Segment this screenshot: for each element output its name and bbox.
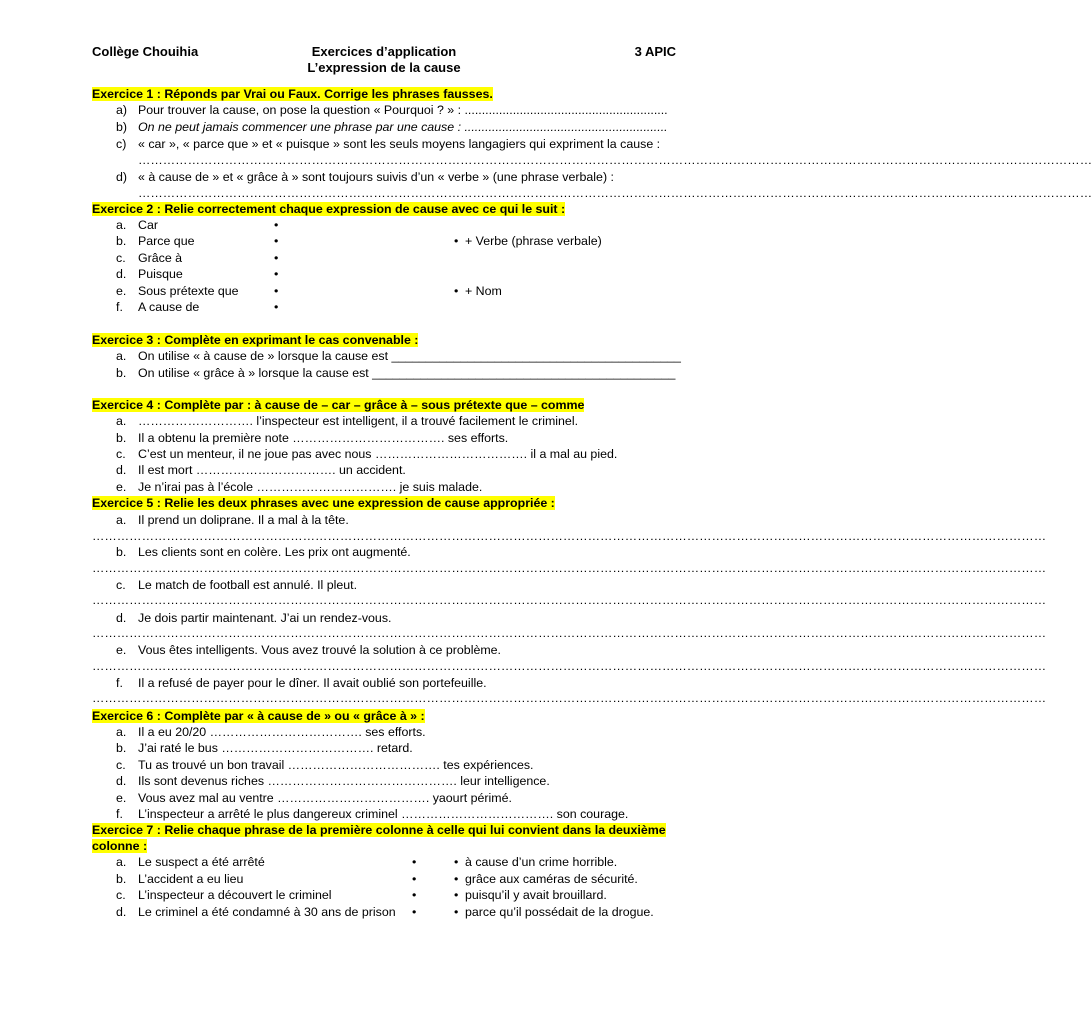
exercise-6-title: Exercice 6 : Complète par « à cause de » ou « grâce à » : — [92, 709, 425, 723]
ex1-answer-line-c[interactable]: …………………………………………………………………………………………………………………………………………………………………………………………………………… — [138, 153, 1092, 167]
ex5-answer-line[interactable]: …………………………………………………………………………………………………………………………………………………………………………………………………………… — [92, 691, 1047, 705]
ex1-item-d: d) « à cause de » et « grâce à » sont toujours suivis d’un « verbe » (une phrase verbale) : — [116, 170, 614, 184]
ex7-row-c: c. L’inspecteur a découvert le criminel • • puisqu’il y avait brouillard. — [116, 888, 607, 902]
ex5-answer-line[interactable]: …………………………………………………………………………………………………………………………………………………………………………………………………………… — [92, 561, 1047, 575]
ex5-answer-line[interactable]: …………………………………………………………………………………………………………………………………………………………………………………………………………… — [92, 529, 1047, 543]
ex7-right-bullet[interactable]: • — [454, 888, 459, 902]
school-name: Collège Chouihia — [92, 44, 199, 59]
ex5-answer-line[interactable]: …………………………………………………………………………………………………………………………………………………………………………………………………………… — [92, 659, 1047, 673]
ex2-item-d: d. Puisque • — [116, 267, 279, 281]
ex1-item-b: b) On ne peut jamais commencer une phrase par une cause : ........................................................... — [116, 120, 668, 134]
ex2-bullet[interactable]: • — [274, 234, 279, 248]
ex2-right-verbe: + Verbe (phrase verbale) — [465, 234, 602, 248]
header-title — [92, 44, 676, 76]
ex7-left-bullet[interactable]: • — [412, 905, 417, 919]
ex6-item-d: d. Ils sont devenus riches ………………………………………. leur intelligence. — [116, 774, 550, 788]
exercise-3-title: Exercice 3 : Complète en exprimant le cas convenable : — [92, 333, 419, 347]
ex2-right-bullet[interactable]: • — [454, 284, 459, 298]
header — [92, 44, 676, 78]
ex7-row-d: d. Le criminel a été condamné à 30 ans de prison • • parce qu’il possédait de la drogue. — [116, 905, 654, 919]
ex1-answer-line-d[interactable]: …………………………………………………………………………………………………………………………………………………………………………………………………………… — [138, 186, 1092, 200]
ex5-item-e: e. Vous êtes intelligents. Vous avez trouvé la solution à ce problème. — [116, 643, 501, 657]
ex4-item-c: c. C’est un menteur, il ne joue pas avec nous ………………………………. il a mal au pied. — [116, 447, 618, 461]
ex2-bullet[interactable]: • — [274, 267, 279, 281]
ex4-item-b: b. Il a obtenu la première note ………………………………. ses efforts. — [116, 431, 509, 445]
ex1-item-c: c) « car », « parce que » et « puisque » sont les seuls moyens langagiers qui expriment la cause : — [116, 137, 661, 151]
ex2-bullet[interactable]: • — [274, 284, 279, 298]
ex7-right-bullet[interactable]: • — [454, 905, 459, 919]
exercise-7-title-line-1: Exercice 7 : Relie chaque phrase de la première colonne à celle qui lui convient dans la deuxième — [92, 823, 666, 837]
exercise-5-title: Exercice 5 : Relie les deux phrases avec une expression de cause appropriée : — [92, 496, 555, 510]
ex2-item-b: b. Parce que • • + Verbe (phrase verbale) — [116, 234, 602, 248]
exercise-4-title — [92, 397, 676, 413]
ex5-item-c: c. Le match de football est annulé. Il pleut. — [116, 578, 358, 592]
ex2-right-bullet[interactable]: • — [454, 234, 459, 248]
ex2-item-e: e. Sous prétexte que • • + Nom — [116, 284, 502, 298]
ex4-item-a: a. ………………………. l’inspecteur est intelligent, il a trouvé facilement le criminel. — [116, 414, 579, 428]
ex5-item-f: f. Il a refusé de payer pour le dîner. Il avait oublié son portefeuille. — [116, 676, 487, 690]
ex3-item-b: b. On utilise « grâce à » lorsque la cause est ____________________________________________ — [116, 366, 676, 380]
ex6-item-b: b. J’ai raté le bus ………………………………. retard. — [116, 741, 413, 755]
ex6-item-a: a. Il a eu 20/20 ………………………………. ses efforts. — [116, 725, 426, 739]
ex1-item-a: a) Pour trouver la cause, on pose la question « Pourquoi ? » : ........................................................... — [116, 103, 668, 117]
ex4-item-d: d. Il est mort ……………………………. un accident. — [116, 463, 406, 477]
title-line-1: Exercices d’application — [311, 44, 457, 59]
ex5-answer-line[interactable]: …………………………………………………………………………………………………………………………………………………………………………………………………………… — [92, 626, 1047, 640]
ex2-item-a: a. Car • — [116, 218, 279, 232]
exercise-1-title: Exercice 1 : Réponds par Vrai ou Faux. Corrige les phrases fausses. — [92, 87, 493, 101]
ex7-right-item: à cause d’un crime horrible. — [465, 855, 618, 869]
ex7-right-bullet[interactable]: • — [454, 855, 459, 869]
ex4-title: Exercice 4 : Complète par : à cause de – car – grâce à – sous prétexte que – comme — [92, 398, 585, 412]
ex4-item-e: e. Je n’irai pas à l’école ……………………………. je suis malade. — [116, 480, 483, 494]
ex2-right-nom: + Nom — [465, 284, 502, 298]
exercise-7-title-line-2: colonne : — [92, 839, 148, 853]
ex2-item-c: c. Grâce à • — [116, 251, 279, 265]
title-line-2: L’expression de la cause — [307, 60, 461, 75]
ex2-bullet[interactable]: • — [274, 251, 279, 265]
ex2-bullet[interactable]: • — [274, 218, 279, 232]
ex2-item-f: f. A cause de • — [116, 300, 279, 314]
ex5-item-d: d. Je dois partir maintenant. J’ai un rendez-vous. — [116, 611, 392, 625]
ex7-left-bullet[interactable]: • — [412, 855, 417, 869]
ex6-item-e: e. Vous avez mal au ventre ………………………………. yaourt périmé. — [116, 791, 512, 805]
ex6-item-c: c. Tu as trouvé un bon travail ………………………………. tes expériences. — [116, 758, 534, 772]
ex7-right-bullet[interactable]: • — [454, 872, 459, 886]
ex7-right-item: parce qu’il possédait de la drogue. — [465, 905, 654, 919]
ex7-row-b: b. L’accident a eu lieu • • grâce aux caméras de sécurité. — [116, 872, 638, 886]
class-level: 3 APIC — [634, 44, 676, 59]
ex7-left-bullet[interactable]: • — [412, 888, 417, 902]
ex7-row-a: a. Le suspect a été arrêté • • à cause d’un crime horrible. — [116, 855, 618, 869]
ex7-left-bullet[interactable]: • — [412, 872, 417, 886]
ex5-item-b: b. Les clients sont en colère. Les prix ont augmenté. — [116, 545, 411, 559]
exercise-2-title: Exercice 2 : Relie correctement chaque expression de cause avec ce qui le suit : — [92, 202, 566, 216]
ex2-bullet[interactable]: • — [274, 300, 279, 314]
ex7-right-item: puisqu’il y avait brouillard. — [465, 888, 607, 902]
ex3-item-a: a. On utilise « à cause de » lorsque la cause est __________________________________________ — [116, 349, 681, 363]
ex7-right-item: grâce aux caméras de sécurité. — [465, 872, 638, 886]
ex5-item-a: a. Il prend un doliprane. Il a mal à la tête. — [116, 513, 349, 527]
ex5-answer-line[interactable]: …………………………………………………………………………………………………………………………………………………………………………………………………………… — [92, 593, 1047, 607]
ex6-item-f: f. L’inspecteur a arrêté le plus dangereux criminel ………………………………. son courage. — [116, 807, 629, 821]
